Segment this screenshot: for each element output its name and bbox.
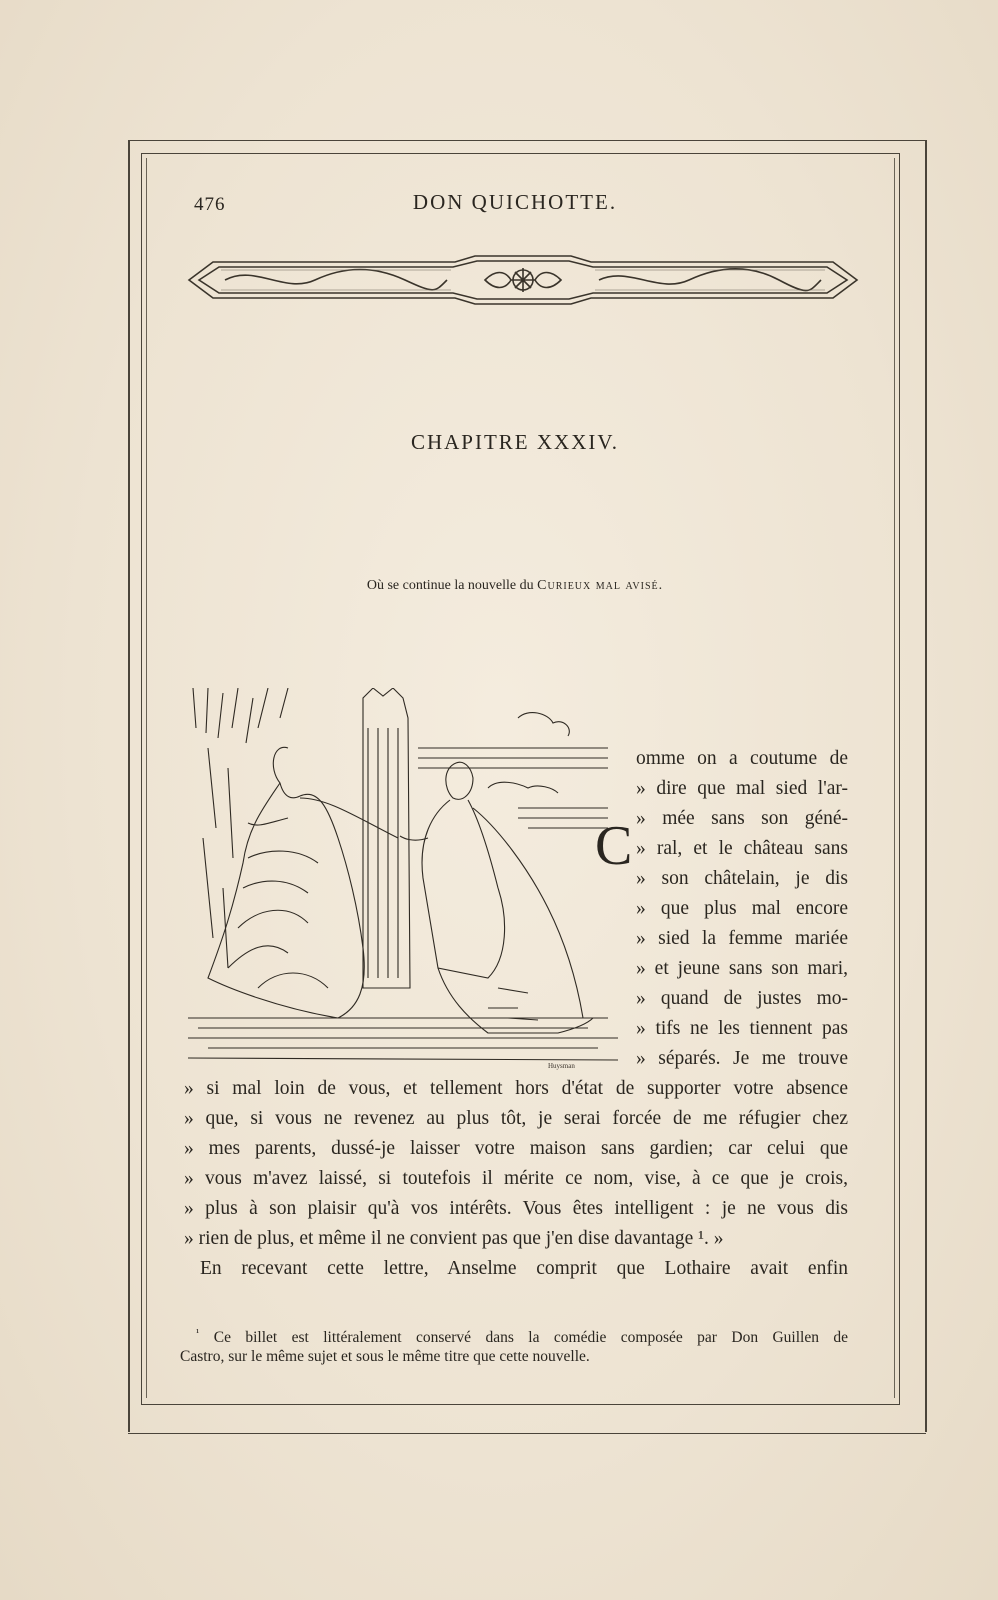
- body-line-wide-2: » que, si vous ne revenez au plus tôt, je serai forcée de me réfugier chez: [184, 1108, 848, 1129]
- body-line-narrow-6: » que plus mal encore: [636, 898, 848, 919]
- body-line-narrow-4: » ral, et le château sans: [636, 838, 848, 859]
- chapter-subtitle: [250, 578, 780, 594]
- body-line-wide-1: » si mal loin de vous, et tellement hors d'état de supporter votre absence: [184, 1078, 848, 1099]
- body-line-narrow-5: » son châtelain, je dis: [636, 868, 848, 889]
- chapter-subtitle-smallcaps: Curieux mal avisé.: [537, 578, 664, 593]
- body-line-narrow-1: omme on a coutume de: [636, 748, 848, 769]
- body-line-narrow-9: » quand de justes mo-: [636, 988, 848, 1009]
- drop-capital: C: [595, 815, 633, 877]
- page-number: 476: [194, 194, 226, 215]
- body-line-wide-5: » plus à son plaisir qu'à vos intérêts. Vous êtes intelligent : je ne vous dis: [184, 1198, 848, 1219]
- body-line-wide-6: » rien de plus, et même il ne convient pas que j'en dise davantage ¹. »: [184, 1228, 724, 1249]
- body-line-narrow-8: » et jeune sans son mari,: [636, 958, 848, 979]
- footnote-marker: ¹: [196, 1327, 200, 1339]
- illustration-signature: Huysman: [548, 1062, 575, 1070]
- body-line-narrow-11: » séparés. Je me trouve: [636, 1048, 848, 1069]
- body-line-wide-3: » mes parents, dussé-je laisser votre maison sans gardien; car celui que: [184, 1138, 848, 1159]
- chapter-title: CHAPITRE XXXIV.: [410, 430, 620, 454]
- body-line-narrow-2: » dire que mal sied l'ar-: [636, 778, 848, 799]
- body-line-narrow-7: » sied la femme mariée: [636, 928, 848, 949]
- ornamental-band: [185, 254, 861, 306]
- chapter-subtitle-text: Où se continue la nouvelle du: [366, 578, 538, 593]
- engraving-illustration: [188, 688, 618, 1088]
- body-line-wide-7: En recevant cette lettre, Anselme comprit que Lothaire avait enfin: [200, 1258, 848, 1279]
- body-line-narrow-3: » mée sans son géné-: [636, 808, 848, 829]
- running-title: DON QUICHOTTE.: [412, 190, 618, 214]
- body-line-wide-4: » vous m'avez laissé, si toutefois il mérite ce nom, vise, à ce que je crois,: [184, 1168, 848, 1189]
- footnote-text-1: Ce billet est littéralement conservé dans la comédie composée par Don Guillen de: [213, 1329, 849, 1347]
- frame-left-rule: [128, 140, 130, 1432]
- body-line-narrow-10: » tifs ne les tiennent pas: [636, 1018, 848, 1039]
- frame-right-rule: [925, 140, 927, 1432]
- footnote-line-2: Castro, sur le même sujet et sous le même titre que cette nouvelle.: [180, 1348, 590, 1365]
